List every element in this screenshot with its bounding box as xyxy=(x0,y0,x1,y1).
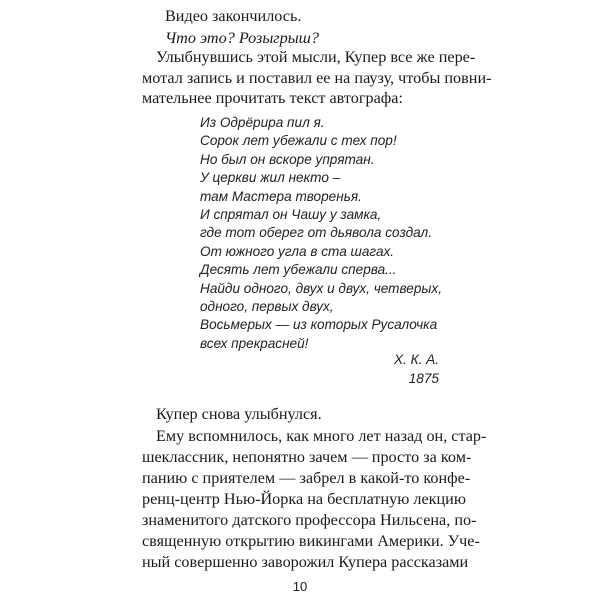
intro-para-line-2: мотал запись и поставил ее на паузу, чтобы повни- xyxy=(142,69,492,87)
poem-line: Десять лет убежали сперва... xyxy=(200,262,397,277)
poem-line: где тот оберег от дьявола создал. xyxy=(200,225,432,240)
poem-line: Но был он вскоре упрятан. xyxy=(200,152,375,167)
poem-line: всех прекрасней! xyxy=(200,336,309,351)
after-para-line: знаменитого датского профессора Нильсена, по- xyxy=(142,511,477,529)
after-para-line: панию с приятелем — забрел в какой-то конфе- xyxy=(142,469,471,487)
poem-line: У церкви жил некто – xyxy=(200,170,341,185)
after-para-line: священную открытию викингами Америки. Уче- xyxy=(142,532,480,550)
after-para-line: ренц-центр Нью-Йорка на бесплатную лекцию xyxy=(142,490,466,508)
poem-line: Найди одного, двух и двух, четверых, xyxy=(200,281,442,296)
signature-initials: Х. К. А. xyxy=(393,352,439,367)
intro-para-line-3: мательнее прочитать текст автографа: xyxy=(142,89,403,107)
signature-year: 1875 xyxy=(408,371,439,386)
after-para-line: ный совершенно заворожил Купера рассказами xyxy=(142,553,469,571)
poem-line: От южного угла в ста шагах. xyxy=(200,244,395,259)
poem-line: Сорок лет убежали с тех пор! xyxy=(200,133,397,148)
intro-line-1: Видео закончилось. xyxy=(165,7,302,25)
poem-line: Восьмерых — из которых Русалочка xyxy=(200,317,438,332)
poem-line: Из Одрёрира пил я. xyxy=(200,115,325,130)
intro-line-2: Что это? Розыгрыш? xyxy=(165,29,319,47)
poem-line: И спрятал он Чашу у замка, xyxy=(200,207,382,222)
intro-para-line-1: Улыбнувшись этой мысли, Купер все же пере- xyxy=(156,48,476,66)
poem-line: одного, первых двух, xyxy=(200,299,334,314)
page-number: 10 xyxy=(292,579,308,594)
after-line-1: Купер снова улыбнулся. xyxy=(156,405,322,423)
after-para-line: шеклассник, непонятно зачем — просто за ком- xyxy=(142,448,472,466)
after-para-line: Ему вспомнилось, как много лет назад он, стар- xyxy=(156,427,487,445)
poem-line: там Мастера творенья. xyxy=(200,189,362,204)
